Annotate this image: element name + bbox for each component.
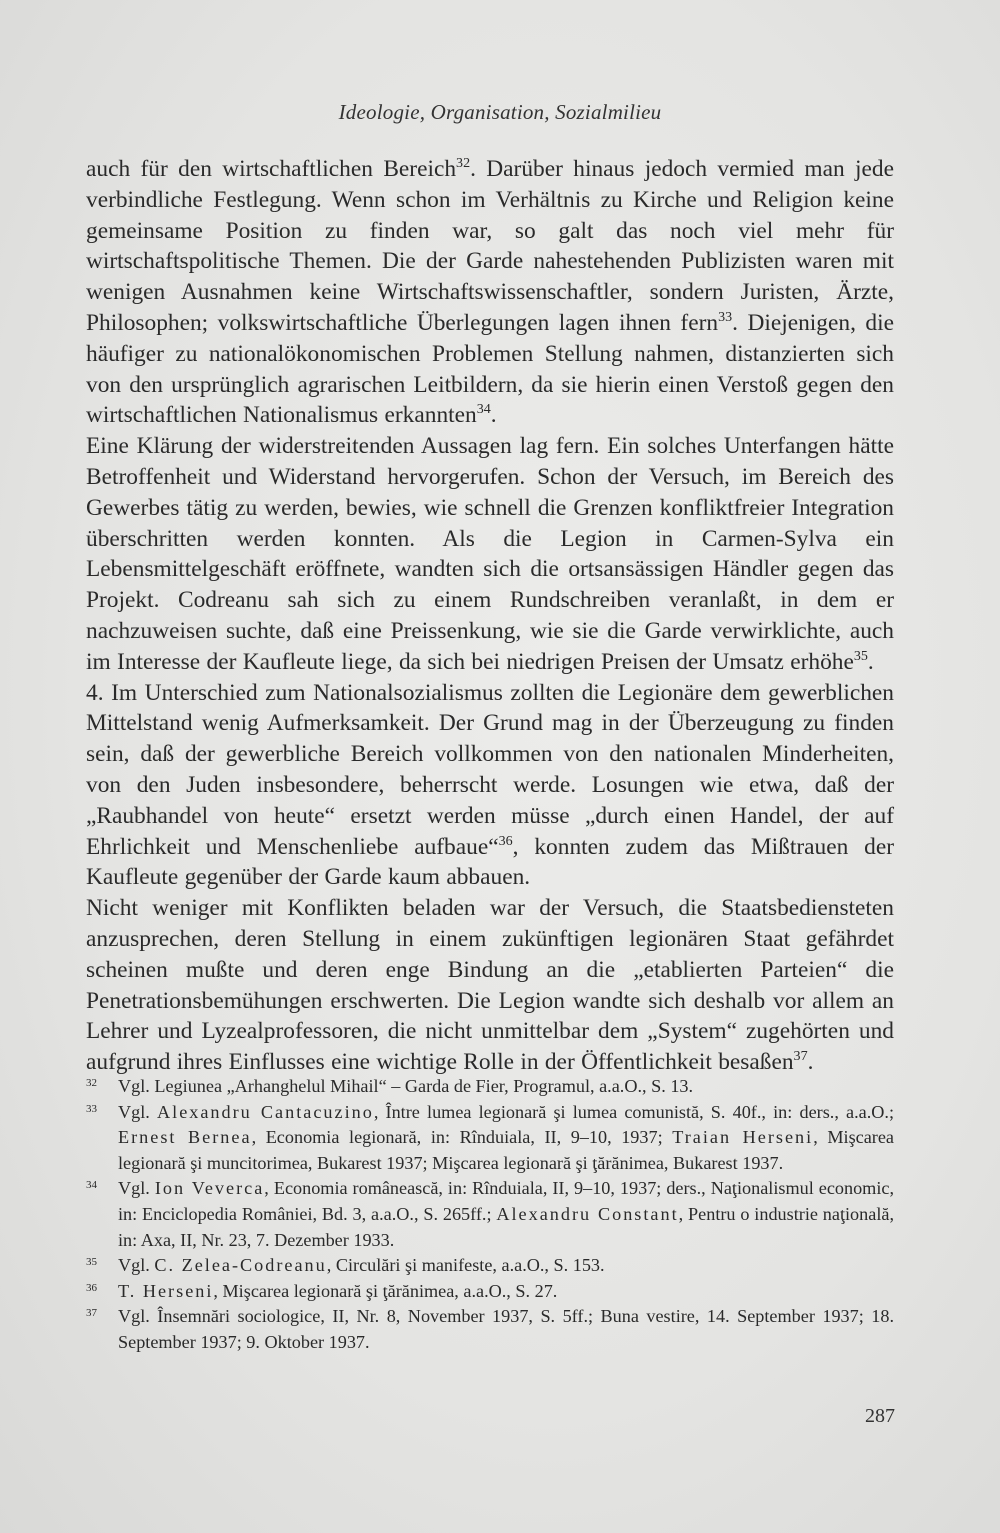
text-span: . Diejenigen, die häufiger zu nationalökonomischen Problemen Stellung nahmen, distanzierten sich von den ursprünglich agrarischen Leitbildern, da sie hierin einen Verstoß gegen den wirtschaftlichen Nationalismus erkannten [86,309,894,429]
footnote-text: , Circulări şi manifeste, a.a.O., S. 153. [326,1255,605,1276]
footnote-ref-36: 36 [498,832,513,849]
paragraph-2 [86,431,894,677]
text-span: . Darüber hinaus jedoch vermied man jede verbindliche Festlegung. Wenn schon im Verhältnis zu Kirche und Religion keine gemeinsame Position zu finden war, so galt das noch viel mehr für wirtschaftspolitische Themen. Die der Garde nahestehenden Publizisten waren mit wenigen Ausnahmen keine Wirtschaftswissenschaftler, sondern Juristen, Ärzte, Philosophen; volkswirtschaftliche Überlegungen lagen ihnen fern [86,156,894,336]
footnote-number: 35 [86,1256,97,1269]
text-span: 4. Im Unterschied zum Nationalsozialismus zollten die Legionäre dem gewerblichen Mittelstand wenig Aufmerksamkeit. Der Grund mag in der Überzeugung zu finden sein, daß der gewerbliche Bereich vollkommen von den nationalen Minderheiten, von den Juden insbesondere, beherrscht werde. Losungen wie etwa, daß der „Raubhandel von heute“ ersetzt werden müsse „durch einen Handel, der auf Ehrlichkeit und Menschenliebe aufbaue“ [86,679,894,860]
paragraph-1 [86,154,894,431]
footnote-number: 36 [86,1281,97,1294]
footnote-text: , Economia românească, in: Rînduiala, II, 9–10, 1937; ders., Naţionalismul economic, in: Enciclopedia României, Bd. 3, a.a.O., S. 265ff.; [118,1178,895,1224]
text-span: auch für den wirtschaftlichen Bereich [86,156,457,182]
footnote-ref-34: 34 [476,401,491,418]
footnote-36 [86,1279,894,1305]
footnote-number: 37 [86,1307,97,1320]
footnote-number: 32 [86,1077,97,1089]
footnote-37 [86,1304,894,1355]
footnote-text: Vgl. [118,1101,157,1122]
text-span: . [867,648,874,675]
body-text [86,154,894,1078]
text-span: . [490,402,497,429]
footnote-35 [86,1253,894,1279]
footnote-ref-32: 32 [456,154,471,171]
page-number: 287 [865,1405,895,1427]
text-span: Nicht weniger mit Konflikten beladen war der Versuch, die Staatsbediensteten anzusprechen, deren Stellung in einem zukünftigen legionären Staat gefährdet scheinen mußte und deren enge Bindung an die „etablierten Parteien“ die Penetrationsbemühungen erschwerten. Die Legion wandte sich deshalb vor allem an Lehrer und Lyzealprofessoren, die nicht unmittelbar dem „System“ zugehörten und aufgrund ihres Einflusses eine wichtige Rolle in der Öffentlichkeit besaßen [86,895,894,1076]
author-name: Traian Herseni [672,1127,814,1148]
footnote-ref-37: 37 [793,1047,808,1064]
footnote-text: Vgl. Însemnări sociologice, II, Nr. 8, November 1937, S. 5ff.; Buna vestire, 14. September 1937; 18. September 1937; 9. Oktober 1937. [118,1306,894,1352]
footnote-text: , Mişcarea legionară şi ţărănimea, a.a.O., S. 27. [213,1280,558,1301]
author-name: Alexandru Cantacuzino [157,1101,374,1122]
footnote-number: 34 [86,1179,97,1192]
footnote-text: , Mişcarea legionară şi muncitorimea, Bukarest 1937; Mişcarea legionară şi ţărănimea, Bukarest 1937. [118,1127,894,1173]
footnote-text: Vgl. Legiunea „Arhanghelul Mihail“ – Garda de Fier, Programul, a.a.O., S. 13. [118,1076,694,1096]
author-name: Ion Veverca [154,1178,265,1199]
author-name: T. Herseni [118,1280,214,1301]
footnote-ref-35: 35 [853,647,868,664]
paragraph-3 [86,678,894,894]
footnote-text: , Între lumea legionară şi lumea comunistă, S. 40f., in: ders., a.a.O.; [373,1101,895,1122]
footnote-32 [86,1074,894,1100]
footnote-text: Vgl. [118,1255,155,1276]
text-span: , konnten zudem das Mißtrauen der Kaufleute gegenüber der Garde kaum abbauen. [86,833,895,891]
footnote-text: , Pentru o industrie naţională, in: Axa, II, Nr. 23, 7. Dezember 1933. [118,1203,894,1250]
author-name: Ernest Bernea [118,1127,252,1148]
footnote-text: , Economia legionară, in: Rînduiala, II, 9–10, 1937; [251,1127,673,1148]
author-name: C. Zelea-Codreanu [154,1255,327,1276]
footnote-ref-33: 33 [718,308,733,325]
author-name: Alexandru Constant [496,1203,679,1224]
footnotes [86,1074,894,1356]
text-span: . [807,1049,814,1076]
footnote-33 [86,1100,894,1177]
footnote-number: 33 [86,1102,97,1115]
footnote-text: Vgl. [118,1178,155,1199]
running-head: Ideologie, Organisation, Sozialmilieu [338,100,662,124]
paragraph-4 [86,893,894,1078]
footnote-34 [86,1176,894,1253]
text-span: Eine Klärung der widerstreitenden Aussagen lag fern. Ein solches Unterfangen hätte Betroffenheit und Widerstand hervorgerufen. Schon der Versuch, im Bereich des Gewerbes tätig zu werden, bewies, wie schnell die Grenzen konfliktfreier Integration überschritten werden konnten. Als die Legion in Carmen-Sylva ein Lebensmittelgeschäft eröffnete, wandten sich die ortsansässigen Händler gegen das Projekt. Codreanu sah sich zu einem Rundschreiben veranlaßt, in dem er nachzuweisen suchte, daß eine Preissenkung, wie sie die Garde verwirklichte, auch im Interesse der Kaufleute liege, da sich bei niedrigen Preisen der Umsatz erhöhe [86,433,894,675]
